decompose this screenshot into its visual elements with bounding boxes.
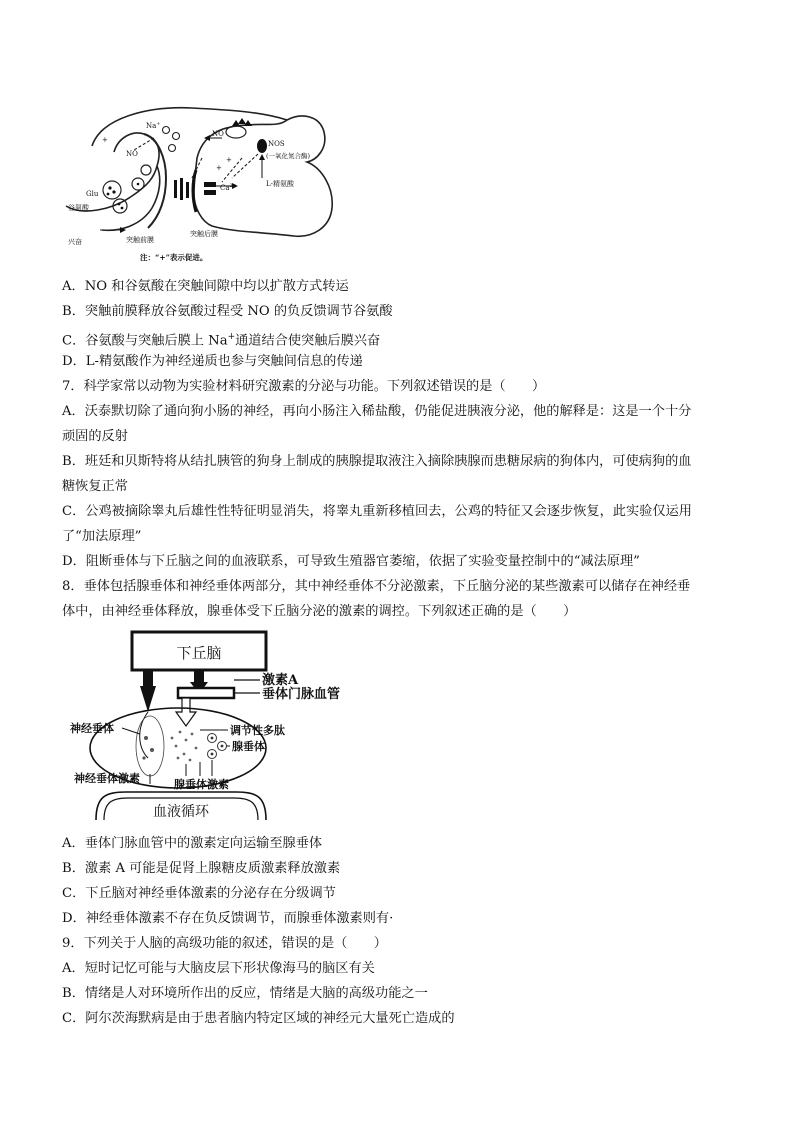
q9-stem: 9．下列关于人脑的高级功能的叙述，错误的是（ ） [62,936,387,951]
hormone-a-label: 激素A [262,673,299,688]
figure-note: 注：“+”表示促进。 [140,253,208,262]
q7-option-b-line2: 糖恢复正常 [62,479,128,494]
q6-option-b: B．突触前膜释放谷氨酸过程受 NO 的负反馈调节谷氨酸 [62,304,393,319]
adenohypophysis [171,731,198,762]
adeno-pit-label: 腺垂体 [232,740,265,753]
q6-option-c: C．谷氨酸与突触后膜上 Na+通道结合使突触后膜兴奋 [62,332,381,349]
neurohypophysis [136,716,164,776]
q7-option-b-line1: B．班廷和贝斯特将从结扎胰管的狗身上制成的胰腺提取液注入摘除胰腺而患糖尿病的狗体内，可使病狗的血 [62,454,692,469]
blood-label: 血液循环 [153,804,209,820]
pituitary-diagram [66,628,386,828]
neuro-hormone-label: 神经垂体激素 [74,772,140,785]
q7-option-c-line1: C．公鸡被摘除睾丸后雄性性特征明显消失，将睾丸重新移植回去，公鸡的特征又会逐步恢复，此实验仅运用 [62,504,692,519]
q8-option-c: C．下丘脑对神经垂体激素的分泌存在分级调节 [62,886,336,901]
label-presyn: 突触前膜 [126,236,154,244]
q9-option-c: C．阿尔茨海默病是由于患者脑内特定区域的神经元大量死亡造成的 [62,1011,455,1026]
q8-stem-line1: 8．垂体包括腺垂体和神经垂体两部分，其中神经垂体不分泌激素，下丘脑分泌的某些激素可以储存在神经垂 [62,579,691,594]
q8-option-a: A．垂体门脉血管中的激素定向运输至腺垂体 [62,836,323,851]
label-glu: Glu [86,190,99,198]
q9-option-a: A．短时记忆可能与大脑皮层下形状像海马的脑区有关 [62,961,375,976]
neuro-pit-label: 神经垂体 [70,722,114,735]
q8-option-b: B．激素 A 可能是促肾上腺糖皮质激素释放激素 [62,861,341,876]
svg-text:+: + [226,156,232,164]
portal-vessel [178,688,234,698]
label-nos-sub: (一氧化氮合酶) [266,152,311,160]
nos-enzyme [257,139,267,153]
label-postsyn: 突触后膜 [190,230,218,238]
q7-option-a-line2: 顽固的反射 [62,429,128,444]
hypothalamus-label: 下丘脑 [176,644,222,662]
label-arginine: L-精氨酸 [266,180,295,188]
q8-stem-line2: 体中，由神经垂体释放，腺垂体受下丘脑分泌的激素的调控。下列叙述正确的是（ ） [62,604,577,619]
q7-stem: 7．科学家常以动物为实验材料研究激素的分泌与功能。下列叙述错误的是（ ） [62,379,546,394]
label-ca: $Ca^{2+}$ [220,183,237,192]
adeno-hormone-label: 腺垂体激素 [174,778,229,791]
label-no-top: NO [212,130,224,138]
label-no-left: NO [126,150,138,158]
synapse-diagram [62,98,342,266]
q7-option-a-line1: A．沃泰默切除了通向狗小肠的神经，再向小肠注入稀盐酸，仍能促进胰液分泌，他的解释是：这是一个十分 [62,404,692,419]
q6-option-a: A．NO 和谷氨酸在突触间隙中均以扩散方式转运 [62,279,349,294]
q7-option-c-line2: 了“加法原理” [62,529,142,544]
q7-option-d: D．阻断垂体与下丘脑之间的血液联系，可导致生殖器官萎缩，依据了实验变量控制中的“减法原理” [62,554,640,569]
portal-label: 垂体门脉血管 [262,687,341,702]
q6-option-d: D．L-精氨酸作为神经递质也参与突触间信息的传递 [62,354,363,369]
peptide-label: 调节性多肽 [230,724,285,737]
q9-option-b: B．情绪是人对环境所作出的反应，情绪是大脑的高级功能之一 [62,986,428,1001]
label-na: Na+ [146,121,161,130]
plus-sign: + [102,136,108,144]
label-glutamate: 谷氨酸 [68,204,89,212]
label-excite: 兴奋 [68,238,82,246]
svg-text:+: + [216,164,222,172]
q8-option-d: D．神经垂体激素不存在负反馈调节，而腺垂体激素则有· [62,911,394,926]
label-nos: NOS [268,140,285,148]
